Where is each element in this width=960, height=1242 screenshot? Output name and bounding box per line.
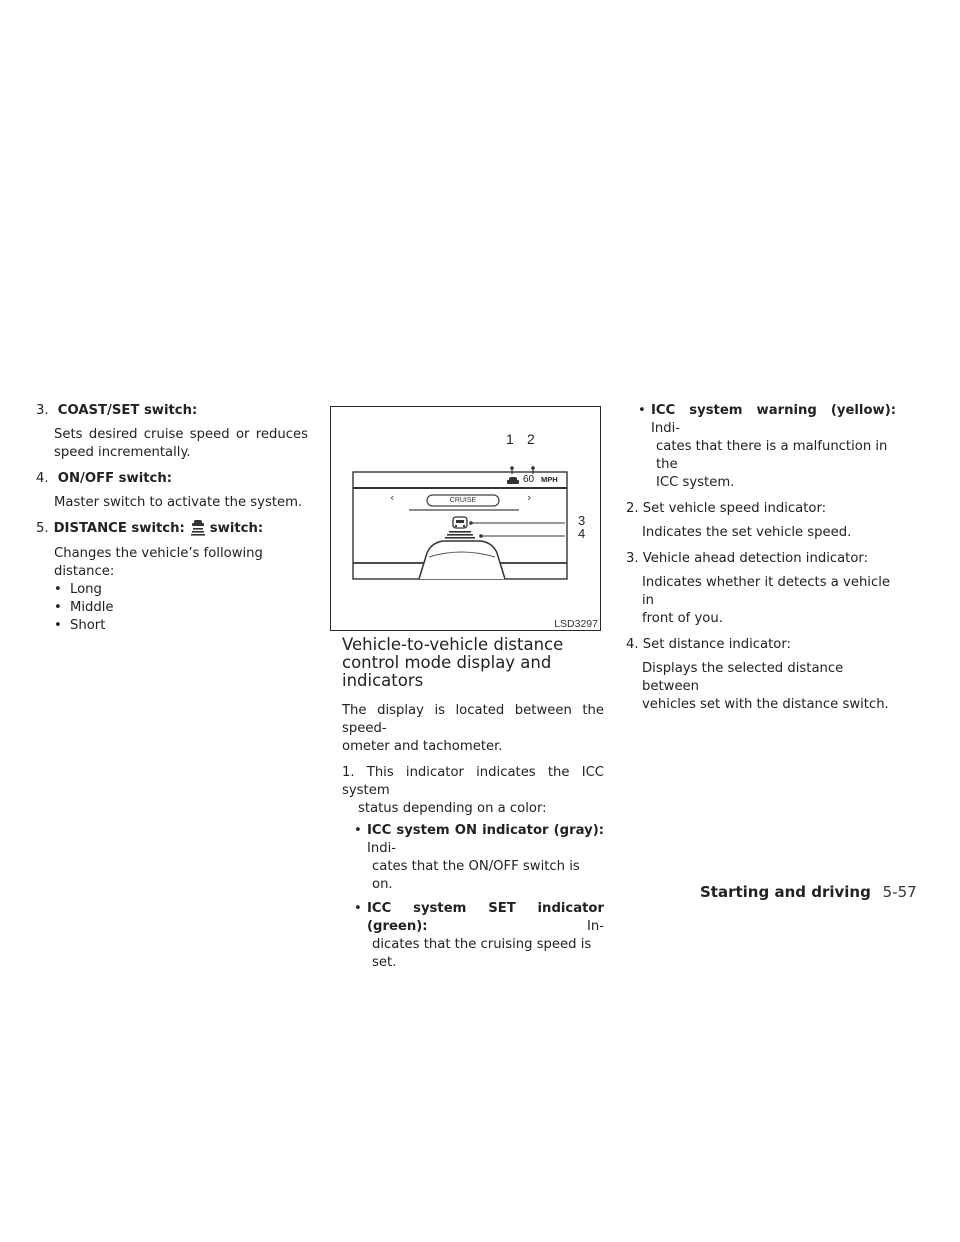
callout-dot-4 bbox=[479, 534, 483, 538]
item-title-suffix: switch: bbox=[209, 521, 264, 536]
sub-item-warning: • ICC system warning (yellow): Indi- cates that there is a malfunction in the ICC system. bbox=[638, 403, 896, 490]
right-column bbox=[626, 402, 896, 714]
list-item-3 bbox=[36, 402, 308, 420]
distance-switch-icon bbox=[190, 519, 206, 537]
item-number: 5. bbox=[36, 521, 49, 536]
cluster-illustration bbox=[331, 407, 599, 629]
item-number: 3. bbox=[36, 403, 49, 418]
callout-label-3: 3 bbox=[578, 513, 586, 528]
distance-options bbox=[54, 581, 308, 635]
cluster-display-figure bbox=[330, 406, 601, 631]
left-arrow-icon: ‹ bbox=[390, 491, 395, 504]
sub-item-on: • ICC system ON indicator (gray): Indi- cates that the ON/OFF switch is on. bbox=[354, 823, 604, 892]
list-item-4 bbox=[36, 470, 308, 488]
callout-dot-1 bbox=[510, 466, 514, 470]
figure-id: LSD3297 bbox=[554, 618, 598, 630]
sub-item-set: • ICC system SET indicator (green): In- dicates that the cruising speed is set. bbox=[354, 901, 604, 970]
item-number: 4. bbox=[36, 471, 49, 486]
set-speed-value: 60 bbox=[523, 474, 535, 485]
item-title: DISTANCE switch: bbox=[53, 521, 185, 536]
cruise-label: CRUISE bbox=[449, 497, 477, 504]
section-title: Starting and driving bbox=[700, 883, 871, 901]
left-column bbox=[36, 402, 308, 635]
section-heading: Vehicle-to-vehicle distance control mode display and indicators bbox=[342, 635, 564, 690]
item-description: Master switch to activate the system. bbox=[54, 495, 303, 510]
vehicle-ahead-icon bbox=[453, 517, 467, 528]
host-vehicle-outline bbox=[419, 541, 505, 579]
intro-paragraph: The display is located between the speed- ometer and tachometer. bbox=[342, 703, 604, 754]
item-description: Changes the vehicle’s following distance: bbox=[54, 546, 263, 579]
middle-column bbox=[342, 636, 604, 972]
item-description: Sets desired cruise speed or reduces speed incrementally. bbox=[54, 427, 308, 460]
item-title: COAST/SET switch: bbox=[57, 403, 198, 418]
page-footer bbox=[700, 883, 917, 901]
callout-dot-2 bbox=[531, 466, 535, 470]
list-item: • Short bbox=[54, 618, 106, 633]
set-distance-bars bbox=[445, 531, 475, 539]
speed-unit: MPH bbox=[541, 475, 558, 484]
indicator-item-1: 1. This indicator indicates the ICC system status depending on a color: bbox=[342, 765, 604, 816]
indicator-item-3: 3. Vehicle ahead detection indicator: Indicates whether it detects a vehicle in front of you. bbox=[626, 551, 890, 626]
list-item-5 bbox=[36, 520, 308, 538]
callout-dot-3 bbox=[469, 521, 473, 525]
list-item: • Middle bbox=[54, 600, 114, 615]
indicator-item-2: 2. Set vehicle speed indicator: Indicates the set vehicle speed. bbox=[626, 501, 852, 540]
callout-label-4: 4 bbox=[578, 526, 586, 541]
right-arrow-icon: › bbox=[527, 491, 532, 504]
item-title: ON/OFF switch: bbox=[57, 471, 173, 486]
indicator-item-4: 4. Set distance indicator: Displays the selected distance between vehicles set with the distance switch. bbox=[626, 637, 889, 712]
page-number: 5-57 bbox=[882, 883, 917, 901]
list-item: • Long bbox=[54, 582, 102, 597]
callout-label-2: 2 bbox=[527, 431, 535, 447]
callout-label-1: 1 bbox=[506, 431, 514, 447]
icc-indicator-icon bbox=[507, 477, 519, 484]
